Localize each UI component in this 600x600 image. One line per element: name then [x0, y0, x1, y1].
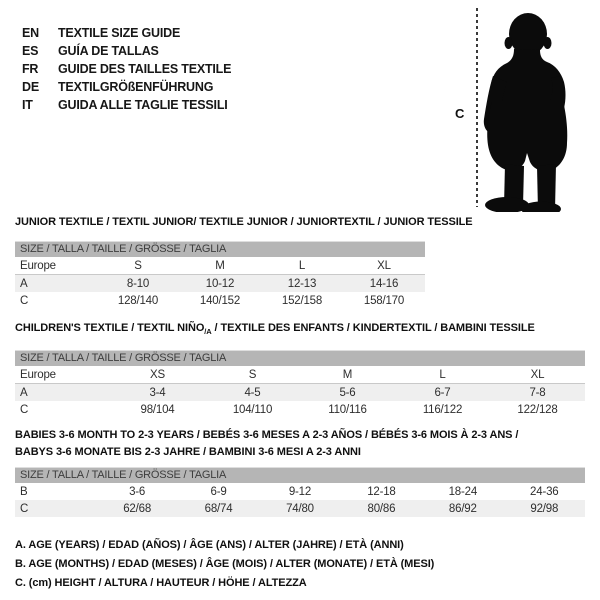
table-cell: 104/110 — [232, 403, 273, 416]
table-cell: 128/140 — [117, 294, 159, 307]
table-cell: M — [179, 257, 261, 275]
table-cell: 18-24 — [448, 485, 478, 498]
legend-label: GUIDA ALLE TAGLIE TESSILI — [58, 98, 228, 112]
table-cell: 86/92 — [448, 502, 477, 515]
size-header-bar: SIZE / TALLA / TAILLE / GRÖSSE / TAGLIA — [15, 350, 585, 366]
table-cell: 68/74 — [204, 502, 233, 515]
table-row-b — [15, 483, 585, 500]
toddler-silhouette-icon — [481, 6, 573, 212]
legend-code: FR — [22, 62, 39, 76]
legend-code: IT — [22, 98, 33, 112]
table-cell: 110/116 — [328, 403, 367, 416]
table-cell: 6-9 — [210, 485, 227, 498]
table-cell: A — [20, 277, 28, 290]
table-cell: 74/80 — [286, 502, 314, 515]
table-cell: M — [300, 366, 395, 384]
language-legend — [22, 24, 231, 114]
table-row-a — [15, 384, 585, 402]
legend-code: EN — [22, 26, 39, 40]
section-children-title — [15, 322, 585, 338]
table-cell: Europe — [15, 257, 97, 275]
table-cell: L — [395, 366, 490, 384]
table-cell: 12-13 — [287, 277, 317, 290]
table-cell: 6-7 — [434, 386, 451, 399]
size-header-bar: SIZE / TALLA / TAILLE / GRÖSSE / TAGLIA — [15, 467, 585, 483]
table-cell: 62/68 — [123, 502, 152, 515]
legend-row-it — [22, 96, 231, 114]
table-row-europe — [15, 257, 425, 275]
footnotes — [15, 536, 434, 593]
children-size-table — [15, 366, 585, 418]
table-cell: 140/152 — [199, 294, 241, 307]
legend-row-es — [22, 42, 231, 60]
table-cell: XS — [110, 366, 205, 384]
table-cell: 80/86 — [367, 502, 396, 515]
title-subscript: /A — [204, 327, 212, 337]
note-c: C. (cm) HEIGHT / ALTURA / HAUTEUR / HÖHE / ALTEZZA — [15, 577, 307, 589]
table-cell: 8-10 — [126, 277, 150, 290]
title-part: CHILDREN'S TEXTILE / TEXTIL NIÑO — [15, 322, 205, 334]
babies-size-table — [15, 483, 585, 517]
legend-row-fr — [22, 60, 231, 78]
table-cell: C — [20, 294, 29, 307]
table-cell: L — [261, 257, 343, 275]
title-line-1: BABIES 3-6 MONTH TO 2-3 YEARS / BEBÉS 3-6 MESES A 2-3 AÑOS / BÉBÉS 3-6 MOIS À 2-3 ANS / — [15, 429, 519, 441]
section-junior-title: JUNIOR TEXTILE / TEXTIL JUNIOR/ TEXTILE JUNIOR / JUNIORTEXTIL / JUNIOR TESSILE — [15, 216, 473, 228]
table-cell: 122/128 — [517, 403, 558, 416]
note-b: B. AGE (MONTHS) / EDAD (MESES) / ÂGE (MOIS) / ALTER (MONATE) / ETÀ (MESI) — [15, 558, 435, 570]
table-cell: 5-6 — [339, 386, 356, 399]
table-row-c — [15, 292, 425, 309]
table-cell: 24-36 — [530, 485, 559, 498]
table-cell: S — [205, 366, 300, 384]
legend-label: TEXTILGRÖßENFÜHRUNG — [58, 80, 214, 94]
table-cell: XL — [343, 257, 425, 275]
table-cell: 3-4 — [149, 386, 166, 399]
table-row-c — [15, 500, 585, 517]
table-cell: 14-16 — [369, 277, 399, 290]
table-cell: 9-12 — [288, 485, 312, 498]
table-cell: C — [20, 403, 29, 416]
table-cell: 4-5 — [244, 386, 261, 399]
legend-row-de — [22, 78, 231, 96]
table-cell: Europe — [15, 366, 110, 384]
table-cell: B — [20, 485, 28, 498]
table-cell: XL — [490, 366, 585, 384]
table-cell: 152/158 — [281, 294, 323, 307]
legend-label: TEXTILE SIZE GUIDE — [58, 26, 181, 40]
table-cell: 92/98 — [530, 502, 559, 515]
table-cell: S — [97, 257, 179, 275]
table-row-europe — [15, 366, 585, 384]
table-cell: C — [20, 502, 29, 515]
section-babies-title — [15, 427, 585, 461]
title-line-2: BABYS 3-6 MONATE BIS 2-3 JAHRE / BAMBINI 3-6 MESI A 2-3 ANNI — [15, 446, 361, 458]
note-a: A. AGE (YEARS) / EDAD (AÑOS) / ÂGE (ANS) / ALTER (JAHRE) / ETÀ (ANNI) — [15, 539, 404, 551]
legend-code: ES — [22, 44, 39, 58]
legend-row-en — [22, 24, 231, 42]
junior-size-table — [15, 257, 425, 309]
table-cell: 158/170 — [363, 294, 405, 307]
section-babies — [15, 427, 585, 517]
table-cell: 3-6 — [129, 485, 146, 498]
table-cell: A — [20, 386, 28, 399]
title-part: / TEXTILE DES ENFANTS / KINDERTEXTIL / BAMBINI TESSILE — [211, 322, 535, 334]
legend-code: DE — [22, 80, 39, 94]
table-row-c — [15, 401, 585, 418]
table-cell: 12-18 — [367, 485, 396, 498]
legend-label: GUÍA DE TALLAS — [58, 44, 159, 58]
section-junior — [15, 216, 473, 309]
table-cell: 10-12 — [205, 277, 235, 290]
size-header-bar: SIZE / TALLA / TAILLE / GRÖSSE / TAGLIA — [15, 241, 425, 257]
height-dashed-line — [476, 8, 478, 207]
table-cell: 7-8 — [529, 386, 546, 399]
table-cell: 116/122 — [422, 403, 463, 416]
legend-label: GUIDE DES TAILLES TEXTILE — [58, 62, 232, 76]
section-children — [15, 322, 585, 418]
table-cell: 98/104 — [140, 403, 175, 416]
table-row-a — [15, 275, 425, 293]
height-c-label: C — [455, 106, 465, 121]
